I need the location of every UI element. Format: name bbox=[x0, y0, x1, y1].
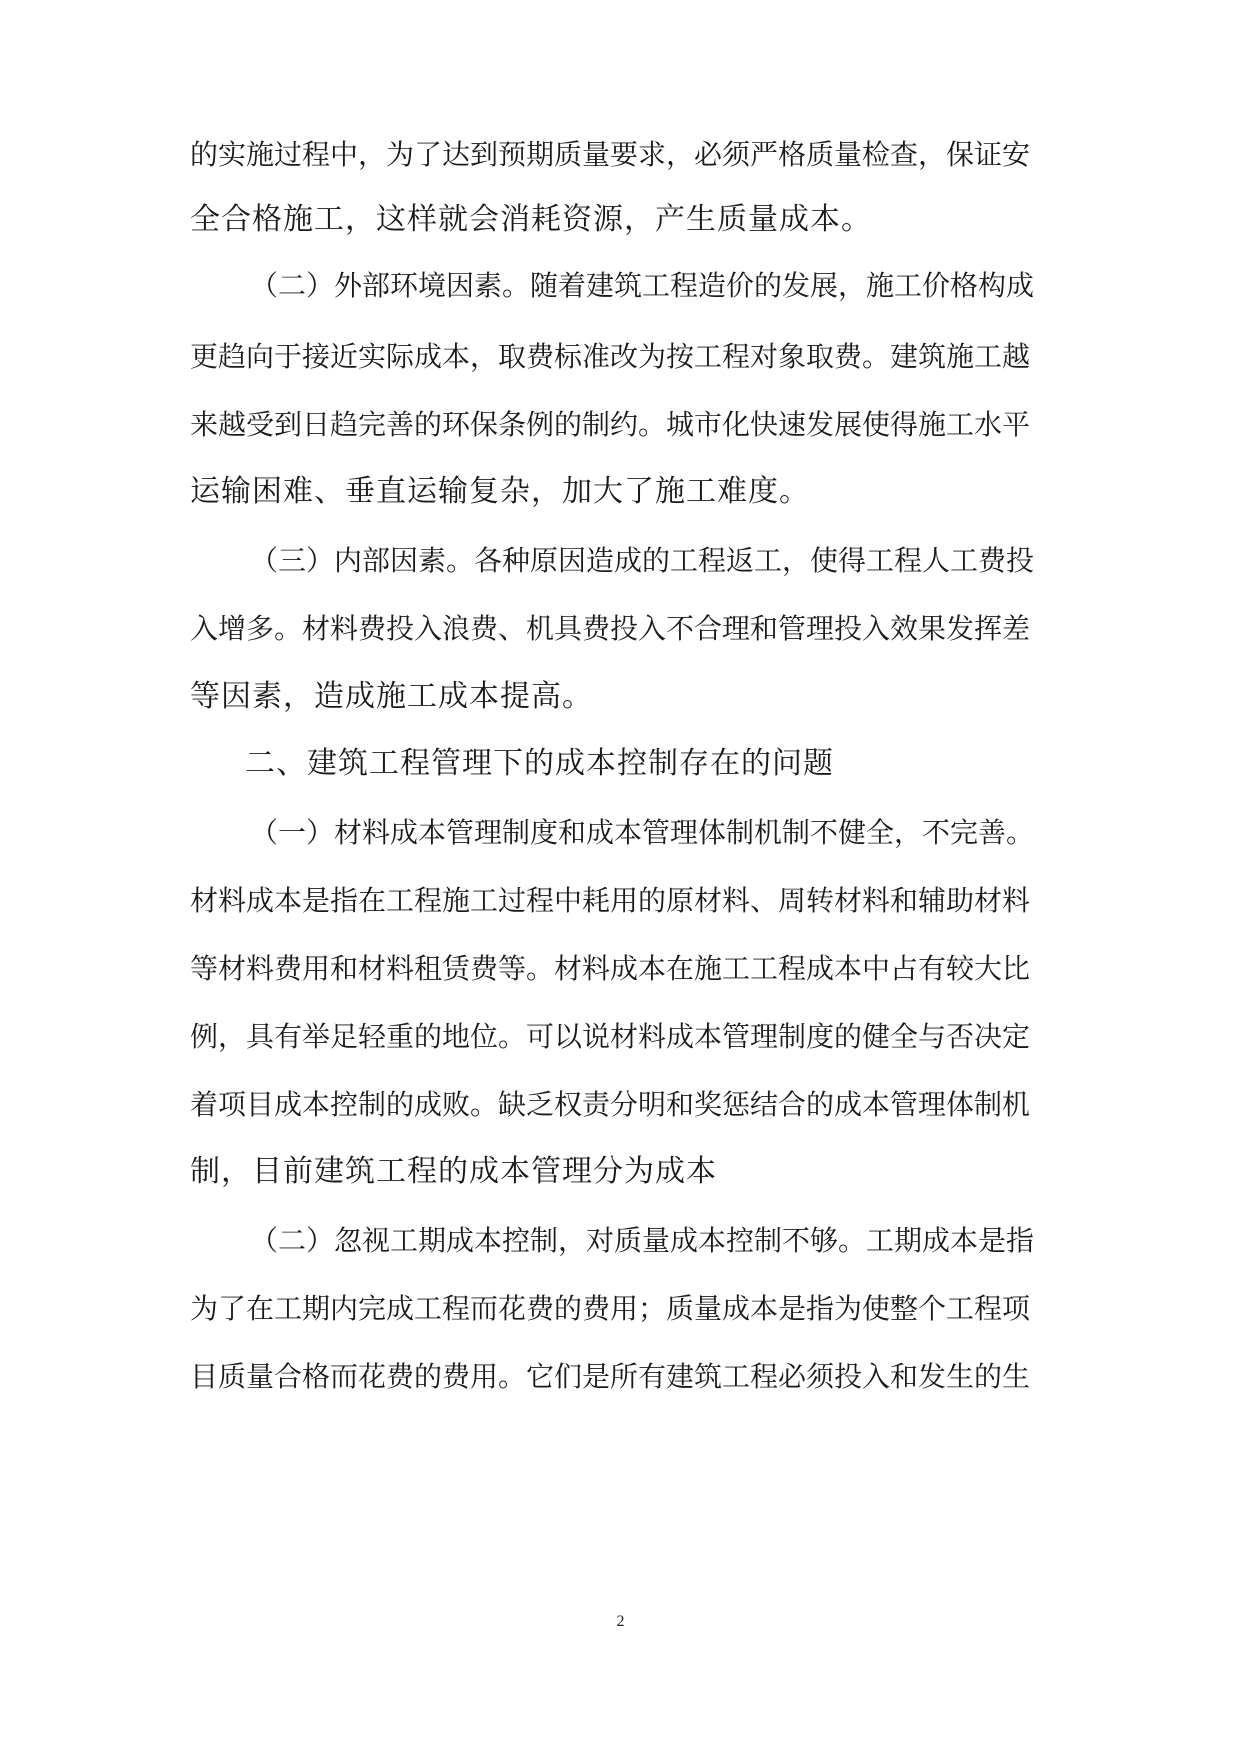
text-line: 着项目成本控制的成败。缺乏权责分明和奖惩结合的成本管理体制机 bbox=[190, 1088, 1031, 1121]
text-line: 例，具有举足轻重的地位。可以说材料成本管理制度的健全与否决定 bbox=[190, 1020, 1031, 1053]
text-line: 更趋向于接近实际成本，取费标准改为按工程对象取费。建筑施工越 bbox=[190, 340, 1031, 373]
paragraph-start: （二）外部环境因素。随着建筑工程造价的发展，施工价格构成 bbox=[250, 269, 1035, 302]
text-line: 材料成本是指在工程施工过程中耗用的原材料、周转材料和辅助材料 bbox=[190, 884, 1031, 917]
paragraph-start: （二）忽视工期成本控制，对质量成本控制不够。工期成本是指 bbox=[250, 1224, 1035, 1257]
text-line: 来越受到日趋完善的环保条例的制约。城市化快速发展使得施工水平 bbox=[190, 408, 1031, 441]
text-line: 制，目前建筑工程的成本管理分为成本 bbox=[190, 1154, 717, 1189]
paragraph-start: （一）材料成本管理制度和成本管理体制机制不健全，不完善。 bbox=[250, 816, 1035, 849]
section-heading: 二、建筑工程管理下的成本控制存在的问题 bbox=[245, 746, 834, 781]
text-line: 等因素，造成施工成本提高。 bbox=[190, 679, 593, 714]
paragraph-start: （三）内部因素。各种原因造成的工程返工，使得工程人工费投 bbox=[250, 544, 1035, 577]
text-line: 的实施过程中，为了达到预期质量要求，必须严格质量检查，保证安 bbox=[190, 138, 1031, 171]
text-line: 全合格施工，这样就会消耗资源，产生质量成本。 bbox=[190, 202, 872, 237]
page-number: 2 bbox=[616, 1613, 625, 1630]
text-line: 等材料费用和材料租赁费等。材料成本在施工工程成本中占有较大比 bbox=[190, 952, 1031, 985]
text-line: 入增多。材料费投入浪费、机具费投入不合理和管理投入效果发挥差 bbox=[190, 612, 1031, 645]
text-line: 为了在工期内完成工程而花费的费用；质量成本是指为使整个工程项 bbox=[190, 1292, 1031, 1325]
text-line: 运输困难、垂直运输复杂，加大了施工难度。 bbox=[190, 474, 810, 509]
text-line: 目质量合格而花费的费用。它们是所有建筑工程必须投入和发生的生 bbox=[190, 1360, 1031, 1393]
